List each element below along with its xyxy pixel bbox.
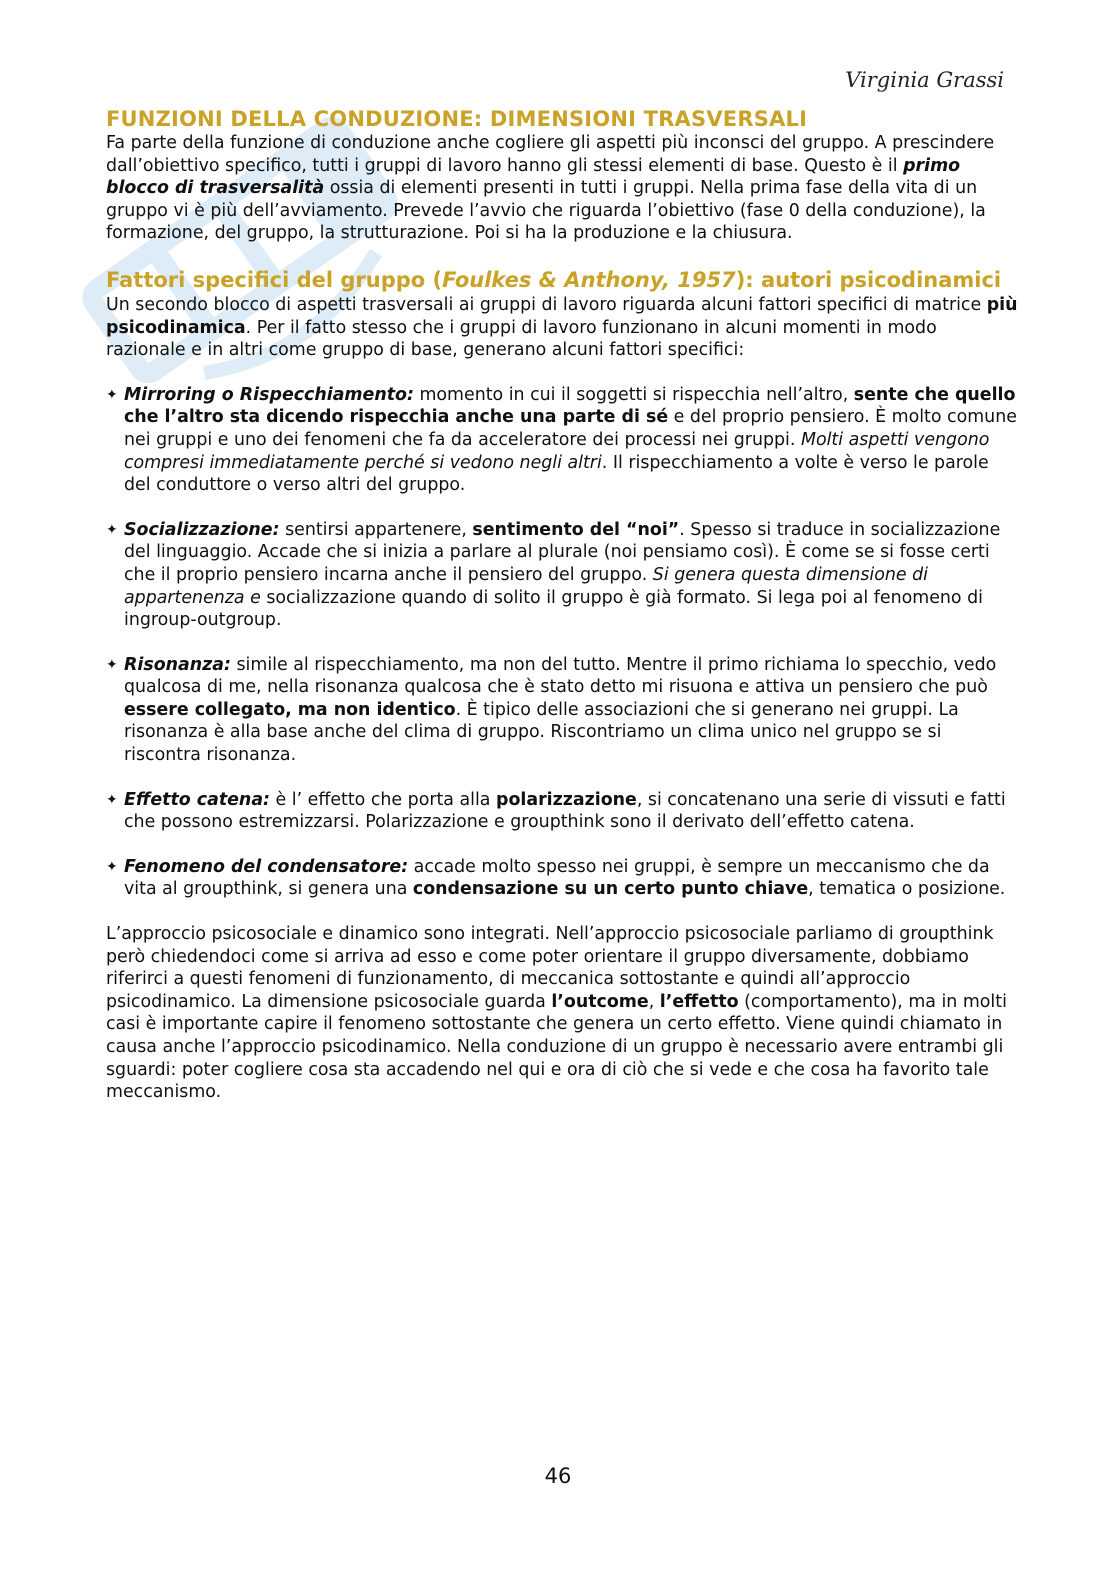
star-bullet-icon: ✦ (106, 521, 118, 538)
list-item-mirroring: ✦ Mirroring o Rispecchiamento: momento in cui il soggetti si rispecchia nell’altro, sente che quello che l’altro sta dicendo rispecchia anche una parte di sé e del proprio pensiero. È molto comune nei gruppi e uno dei fenomeni che fa da acceleratore dei processi nei gruppi. Molti aspetti vengono compresi immediatamente perché si vedono negli altri. Il rispecchiamento a volte è verso le parole del conduttore o verso altri del gruppo. (106, 384, 1017, 496)
section-title-fattori: Fattori specifici del gruppo (Foulkes & Anthony, 1957): autori psicodinamici (106, 267, 1002, 292)
star-bullet-icon: ✦ (106, 386, 118, 403)
star-bullet-icon: ✦ (106, 858, 118, 875)
page-number: 46 (544, 1464, 572, 1488)
list-item-effetto-catena: ✦ Effetto catena: è l’ effetto che porta alla polarizzazione, si concatenano una serie di vissuti e fatti che possono estremizzarsi. Polarizzazione e groupthink sono il derivato dell’effetto catena. (106, 789, 1006, 833)
term-risonanza: Risonanza: (124, 654, 231, 675)
section-title-funzioni: FUNZIONI DELLA CONDUZIONE: DIMENSIONI TRASVERSALI (106, 107, 808, 131)
list-item-socializzazione: ✦ Socializzazione: sentirsi appartenere, sentimento del “noi”. Spesso si traduce in socializzazione del linguaggio. Accade che si inizia a parlare al plurale (noi pensiamo così). È come se si fosse certi che il proprio pensiero incarna anche il pensiero del gruppo. Si genera questa dimensione di appartenenza e socializzazione quando di solito il gruppo è già formato. Si lega poi al fenomeno di ingroup-outgroup. (106, 519, 1001, 631)
section1-paragraph: Fa parte della funzione di conduzione anche cogliere gli aspetti più inconsci del gruppo. A prescindere dall’obiettivo specifico, tutti i gruppi di lavoro hanno gli stessi elementi di base. Questo è il primo blocco di trasversalità ossia di elementi presenti in tutti i gruppi. Nella prima fase della vita di un gruppo vi è più dell’avviamento. Prevede l’avvio che riguarda l’obiettivo (fase 0 della conduzione), la formazione, del gruppo, la strutturazione. Poi si ha la produzione e la chiusura. (106, 133, 995, 244)
page-content (106, 106, 1018, 1104)
term-condensatore: Fenomeno del condensatore: (124, 856, 409, 877)
citation: Foulkes & Anthony, 1957 (442, 267, 736, 292)
section2-intro: Un secondo blocco di aspetti trasversali ai gruppi di lavoro riguarda alcuni fattori specifici di matrice più psicodinamica. Per il fatto stesso che i gruppi di lavoro funzionano in alcuni momenti in modo razionale e in altri come gruppo di base, generano alcuni fattori specifici: (106, 294, 1018, 361)
term-socializzazione: Socializzazione: (124, 519, 280, 540)
term-effetto-catena: Effetto catena: (124, 789, 271, 810)
star-bullet-icon: ✦ (106, 791, 118, 808)
closing-paragraph: L’approccio psicosociale e dinamico sono integrati. Nell’approccio psicosociale parliamo di groupthink però chiedendoci come si arriva ad esso e come poter orientare il gruppo diversamente, dobbiamo riferirci a questi fenomeni di funzionamento, di meccanica sottostante e quindi all’approccio psicodinamico. La dimensione psicosociale guarda l’outcome, l’effetto (comportamento), ma in molti casi è importante capire il fenomeno sottostante che genera un certo effetto. Viene quindi chiamato in causa anche l’approccio psicodinamico. Nella conduzione di un gruppo è necessario avere entrambi gli sguardi: poter cogliere cosa sta accadendo nel qui e ora di ciò che si vede e che cosa ha favorito tale meccanismo. (106, 924, 1007, 1103)
header-author: Virginia Grassi (845, 68, 1004, 92)
term-mirroring: Mirroring o Rispecchiamento: (124, 384, 414, 405)
star-bullet-icon: ✦ (106, 656, 118, 673)
factors-list (106, 384, 1018, 901)
list-item-condensatore: ✦ Fenomeno del condensatore: accade molto spesso nei gruppi, è sempre un meccanismo che da vita al groupthink, si genera una condensazione su un certo punto chiave, tematica o posizione. (106, 856, 1006, 900)
list-item-risonanza: ✦ Risonanza: simile al rispecchiamento, ma non del tutto. Mentre il primo richiama lo specchio, vedo qualcosa di me, nella risonanza qualcosa che è stato detto mi risuona e attiva un pensiero che può essere collegato, ma non identico. È tipico delle associazioni che si generano nei gruppi. La risonanza è alla base anche del clima di gruppo. Riscontriamo un clima unico nel gruppo se si riscontra risonanza. (106, 654, 997, 766)
emphasis-primo-blocco: primo blocco di trasversalità (106, 155, 961, 199)
